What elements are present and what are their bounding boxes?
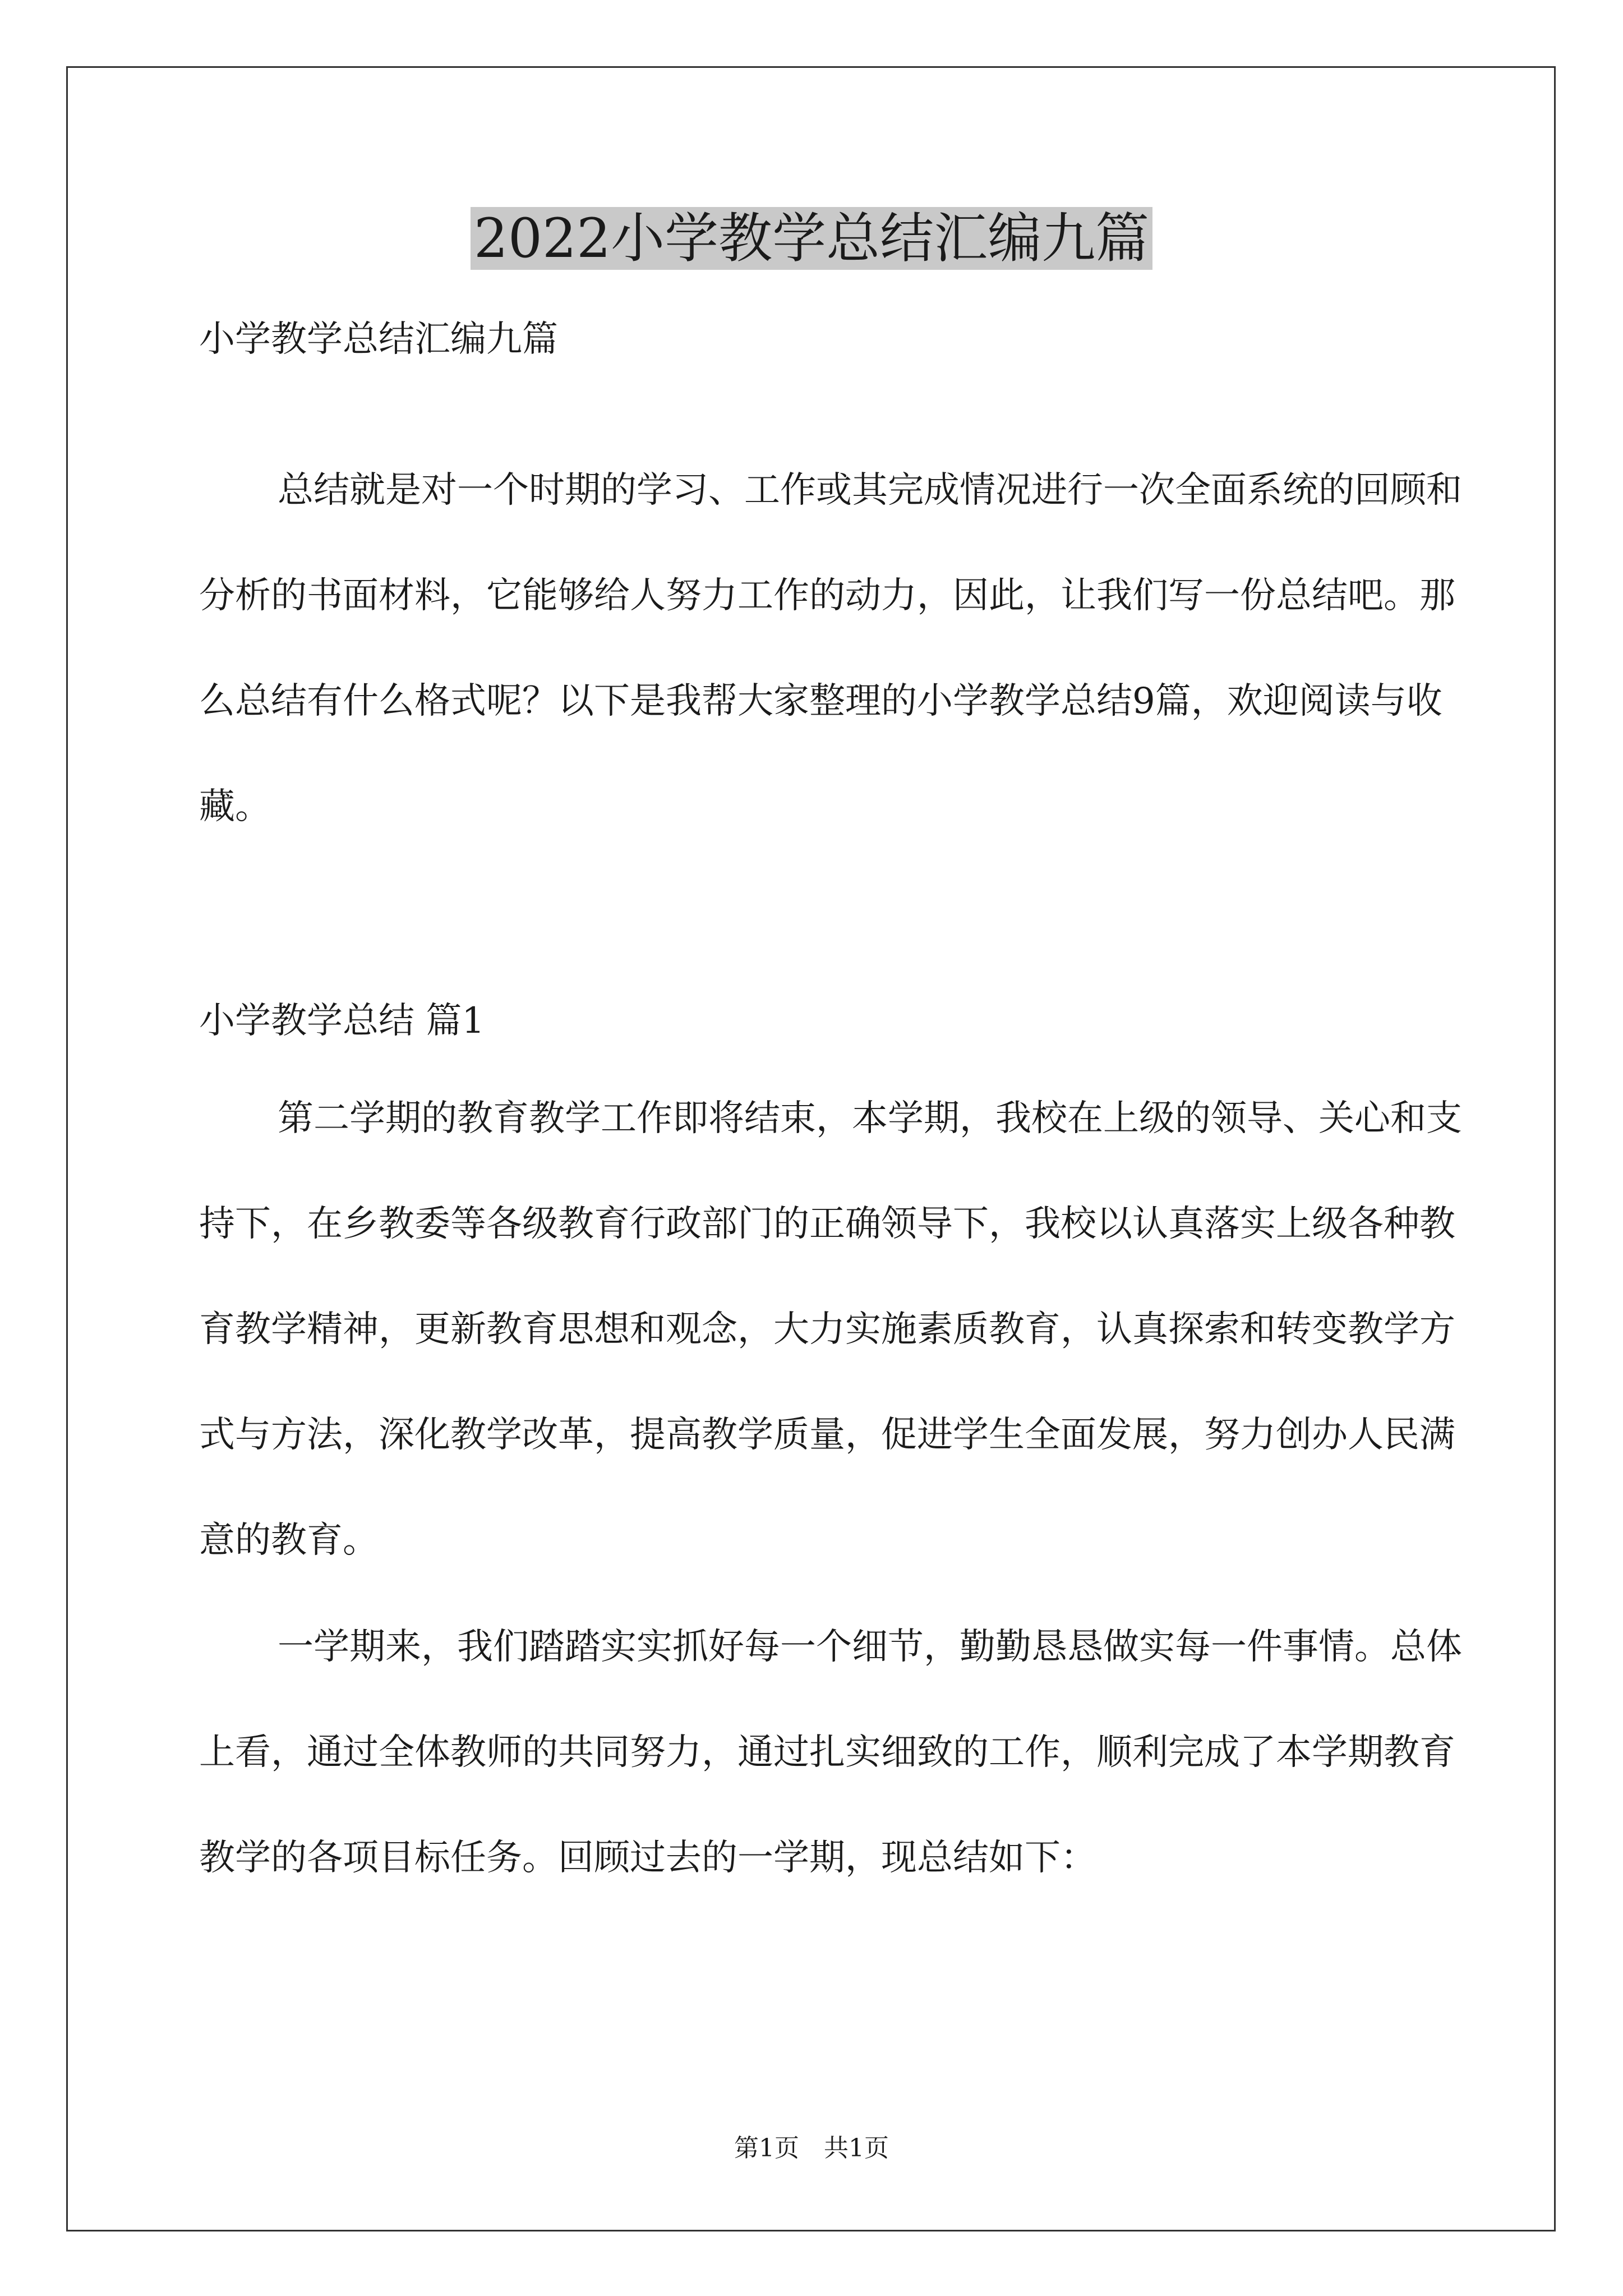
page-footer: 第1页 共1页 [734, 2134, 889, 2162]
intro-paragraph: 总结就是对一个时期的学习、工作或其完成情况进行一次全面系统的回顾和分析的书面材料，它能够给人努力工作的动力，因此，让我们写一份总结吧。那么总结有什么格式呢？以下是我帮大家整理的小学教学总结9篇，欢迎阅读与收藏。 [199, 470, 1462, 827]
document-subtitle: 小学教学总结汇编九篇 [199, 319, 558, 360]
document-title [0, 199, 1623, 278]
section-heading: 小学教学总结 篇1 [199, 1000, 485, 1042]
section-paragraph-2: 一学期来，我们踏踏实实抓好每一个细节，勤勤恳恳做实每一件事情。总体上看，通过全体教师的共同努力，通过扎实细致的工作，顺利完成了本学期教育教学的各项目标任务。回顾过去的一学期，现总结如下： [199, 1626, 1462, 1879]
section-paragraph-1: 第二学期的教育教学工作即将结束，本学期，我校在上级的领导、关心和支持下，在乡教委等各级教育行政部门的正确领导下，我校以认真落实上级各种教育教学精神，更新教育思想和观念，大力实施素质教育，认真探索和转变教学方式与方法，深化教学改革，提高教学质量，促进学生全面发展，努力创办人民满意的教育。 [199, 1098, 1462, 1561]
document-title-text: 2022小学教学总结汇编九篇 [471, 207, 1152, 270]
